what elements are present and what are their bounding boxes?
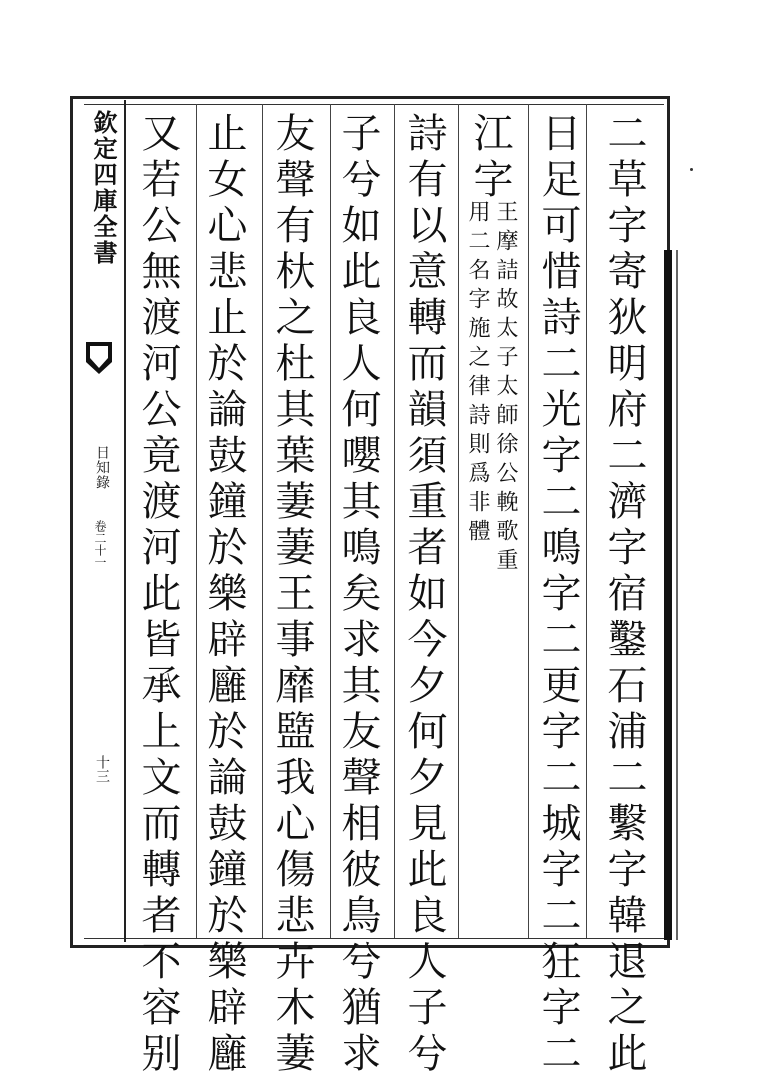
text-column-7: 止女心悲止於論鼓鐘於樂辟廱於論鼓鐘於樂辟廱	[201, 112, 247, 1078]
note-column-1: 王摩詰故太子太師徐公輓歌重	[493, 200, 518, 577]
column-divider	[330, 104, 331, 938]
column-divider	[586, 104, 587, 938]
right-edge-line	[676, 250, 678, 940]
text-column-3: 江字	[467, 112, 513, 204]
work-title: 日知錄	[94, 445, 110, 490]
juan-number: 卷二十一	[93, 520, 107, 568]
ink-dot	[690, 168, 693, 171]
text-column-5: 子兮如此良人何嚶其鳴矣求其友聲相彼鳥兮猶求	[335, 112, 381, 1078]
text-column-1: 二草字寄狄明府二濟字宿鑿石浦二繫字韓退之此	[601, 112, 647, 1078]
text-column-2: 日足可惜詩二光字二鳴字二更字二城字二狂字二	[535, 112, 581, 1078]
column-divider	[458, 104, 459, 938]
page-number: 十三	[94, 755, 110, 783]
note-column-2: 用二名字施之律詩則爲非體	[465, 200, 490, 548]
text-column-8: 又若公無渡河公竟渡河此皆承上文而轉者不容别	[135, 112, 181, 1078]
book-title: 欽定四庫全書	[89, 110, 118, 266]
column-divider	[394, 104, 395, 938]
column-divider	[196, 104, 197, 938]
text-column-6: 友聲有杕之杜其葉萋萋王事靡盬我心傷悲卉木萋	[269, 112, 315, 1078]
fish-tail-mark-icon	[84, 340, 114, 376]
column-divider	[528, 104, 529, 938]
top-rule	[84, 104, 664, 105]
right-edge-bar	[664, 250, 672, 940]
column-divider	[262, 104, 263, 938]
text-column-4: 詩有以意轉而韻須重者如今夕何夕見此良人子兮	[401, 112, 447, 1078]
